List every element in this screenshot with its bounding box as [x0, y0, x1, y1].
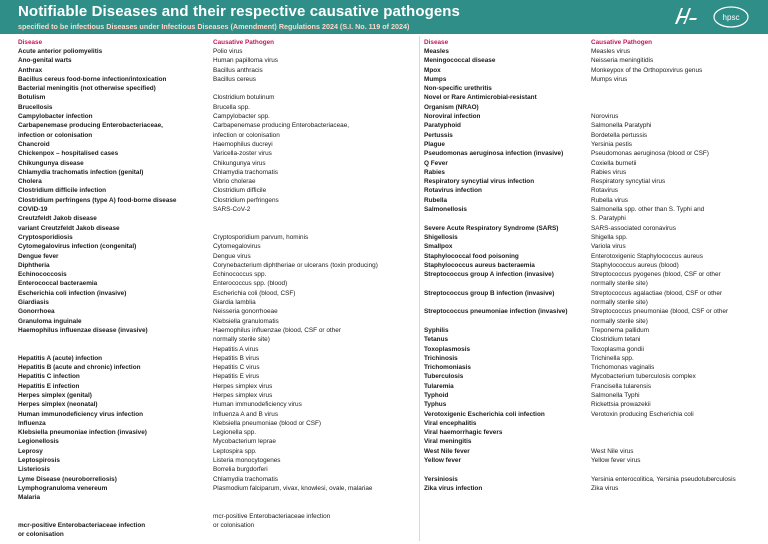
- pathogen-entry: Cytomegalovirus: [213, 243, 261, 251]
- disease-entry: Herpes simplex (genital): [18, 391, 92, 399]
- right-pathogen-heading: Causative Pathogen: [591, 39, 653, 46]
- pathogen-entry: Norovirus: [591, 113, 619, 121]
- pathogen-entry: [213, 84, 418, 93]
- disease-entry: Cholera: [18, 178, 42, 186]
- pathogen-entry: Influenza A and B virus: [213, 410, 279, 418]
- disease-entry: Shigellosis: [424, 233, 458, 241]
- disease-entry: [424, 279, 589, 288]
- disease-entry: Plague: [424, 140, 445, 148]
- pathogen-entry: Chlamydia trachomatis: [213, 168, 278, 176]
- disease-entry: Acute anterior poliomyelitis: [18, 48, 103, 55]
- disease-entry: Lymphogranuloma venereum: [18, 484, 108, 492]
- disease-entry: [424, 317, 589, 326]
- pathogen-entry: Toxoplasma gondii: [591, 345, 644, 353]
- pathogen-entry: Trichinella spp.: [591, 354, 634, 362]
- pathogen-entry: infection or colonisation: [213, 131, 280, 139]
- disease-entry: Listeriosis: [18, 466, 50, 474]
- disease-entry: Legionellosis: [18, 438, 59, 446]
- pathogen-entry: Mycobacterium tuberculosis complex: [591, 373, 696, 381]
- pathogen-entry: Yellow fever virus: [591, 457, 641, 465]
- pathogen-entry: [591, 428, 763, 437]
- disease-entry: Respiratory syncytial virus infection: [424, 178, 535, 186]
- disease-entry: Brucellosis: [18, 103, 53, 111]
- pathogen-entry: Clostridium tetani: [591, 336, 641, 344]
- disease-entry: Haemophilus influenzae disease (invasive): [18, 326, 148, 334]
- disease-entry: [424, 214, 589, 223]
- disease-entry: Non-specific urethritis: [424, 85, 492, 93]
- pathogen-entry: Salmonella Typhi: [591, 391, 640, 399]
- disease-entry: Rotavirus infection: [424, 187, 482, 195]
- pathogen-entry: Varicella-zoster virus: [213, 150, 272, 158]
- disease-entry: Leprosy: [18, 447, 43, 455]
- pathogen-entry: Cryptosporidium parvum, hominis: [213, 233, 309, 241]
- disease-entry: Diphtheria: [18, 261, 50, 269]
- pathogen-entry: mcr-positive Enterobacteriaceae infection: [213, 512, 331, 520]
- disease-entry: Zika virus infection: [424, 484, 483, 492]
- disease-entry: Influenza: [18, 419, 46, 427]
- disease-entry: Rabies: [424, 168, 445, 176]
- disease-entry: Mumps: [424, 75, 447, 83]
- disease-entry: infection or colonisation: [18, 131, 93, 139]
- pathogen-entry: Klebsiella granulomatis: [213, 317, 279, 325]
- disease-entry: Clostridium difficile infection: [18, 187, 107, 195]
- pathogen-entry: Dengue virus: [213, 252, 251, 260]
- pathogen-entry: Rabies virus: [591, 168, 627, 176]
- disease-entry: Yellow fever: [424, 457, 461, 465]
- pathogen-entry: Salmonella Paratyphi: [591, 122, 652, 130]
- disease-entry: Human immunodeficiency virus infection: [18, 410, 143, 418]
- disease-entry: Chancroid: [18, 140, 50, 148]
- disease-entry: Noroviral infection: [424, 113, 481, 121]
- right-disease-heading: Disease: [424, 39, 449, 46]
- disease-entry: Yersiniosis: [424, 475, 458, 483]
- pathogen-entry: Herpes simplex virus: [213, 391, 273, 399]
- disease-entry: Hepatitis E infection: [18, 382, 80, 390]
- pathogen-entry: normally sterile site): [213, 336, 270, 344]
- pathogen-entry: Giardia lamblia: [213, 299, 256, 307]
- disease-entry: Campylobacter infection: [18, 113, 93, 121]
- pathogen-entry: Monkeypox of the Orthopoxvirus genus: [591, 66, 703, 74]
- disease-entry: Trichomoniasis: [424, 364, 471, 372]
- pathogen-entry: [591, 84, 763, 93]
- pathogen-entry: [213, 493, 418, 502]
- page-title: Notifiable Diseases and their respective causative pathogens: [18, 3, 460, 20]
- left-pathogen-column: [213, 38, 418, 530]
- pathogen-entry: Brucella spp.: [213, 103, 250, 111]
- pathogen-entry: Variola virus: [591, 243, 626, 251]
- disease-entry: Malaria: [18, 494, 41, 502]
- page-subtitle: specified to be infectious Diseases under Infectious Diseases (Amendment) Regulations 2024 (S.I. No. 119 of 2024): [18, 22, 410, 31]
- disease-entry: [424, 298, 589, 307]
- hse-logo-icon: [672, 6, 698, 26]
- pathogen-entry: Streptococcus pyogenes (blood, CSF or other: [591, 271, 721, 279]
- pathogen-entry: Human immunodeficiency virus: [213, 401, 302, 409]
- disease-entry: Anthrax: [18, 66, 43, 74]
- pathogen-entry: Legionella spp.: [213, 429, 256, 437]
- disease-entry: Giardiasis: [18, 299, 49, 307]
- pathogen-entry: Yersinia enterocolitica, Yersinia pseudotuberculosis: [591, 475, 736, 483]
- disease-entry: Mpox: [424, 66, 441, 74]
- pathogen-entry: [591, 103, 763, 112]
- pathogen-entry: Mycobacterium leprae: [213, 438, 276, 446]
- disease-entry: Streptococcus group A infection (invasive): [424, 271, 554, 279]
- disease-entry: Paratyphoid: [424, 122, 461, 130]
- pathogen-entry: Treponema pallidum: [591, 326, 650, 334]
- disease-entry: Bacterial meningitis (not otherwise specified): [18, 85, 156, 93]
- pathogen-entry: Streptococcus pneumoniae (blood, CSF or other: [591, 308, 729, 316]
- disease-entry: Cytomegalovirus infection (congenital): [18, 243, 137, 251]
- disease-entry: Hepatitis A (acute) infection: [18, 354, 103, 362]
- pathogen-entry: or colonisation: [213, 522, 255, 530]
- disease-entry: Chickenpox – hospitalised cases: [18, 150, 119, 158]
- disease-entry: Verotoxigenic Escherichia coli infection: [424, 410, 545, 418]
- disease-entry: Organism (NRAO): [424, 103, 479, 111]
- disease-entry: Klebsiella pneumoniae infection (invasive): [18, 429, 147, 437]
- pathogen-entry: Campylobacter spp.: [213, 113, 270, 121]
- pathogen-entry: Neisseria meningitidis: [591, 57, 654, 65]
- pathogen-entry: Clostridium difficile: [213, 187, 267, 195]
- pathogen-entry: normally sterile site): [591, 317, 648, 325]
- pathogen-entry: Zika virus: [591, 484, 619, 492]
- disease-entry: Syphilis: [424, 326, 449, 334]
- pathogen-entry: Human papilloma virus: [213, 57, 278, 65]
- pathogen-entry: Plasmodium falciparum, vivax, knowlesi, ovale, malariae: [213, 484, 373, 492]
- pathogen-entry: Neisseria gonorrhoeae: [213, 308, 278, 316]
- pathogen-entry: Pseudomonas aeruginosa (blood or CSF): [591, 150, 709, 158]
- pathogen-entry: Yersinia pestis: [591, 140, 632, 148]
- disease-entry: Staphylococcal food poisoning: [424, 252, 519, 260]
- left-disease-heading: Disease: [18, 39, 43, 46]
- pathogen-entry: [213, 224, 418, 233]
- pathogen-entry: Leptospira spp.: [213, 447, 257, 455]
- disease-entry: or colonisation: [18, 531, 64, 539]
- pathogen-entry: Klebsiella pneumoniae (blood or CSF): [213, 419, 321, 427]
- pathogen-entry: Hepatitis C virus: [213, 364, 260, 372]
- disease-entry: Leptospirosis: [18, 457, 60, 465]
- disease-entry: Typhus: [424, 401, 447, 409]
- disease-entry: Q Fever: [424, 159, 448, 167]
- pathogen-entry: [591, 419, 763, 428]
- disease-entry: Viral meningitis: [424, 438, 472, 446]
- pathogen-entry: Measles virus: [591, 48, 631, 55]
- pathogen-entry: Bordetella pertussis: [591, 131, 648, 139]
- disease-entry: Creutzfeldt Jakob disease: [18, 215, 97, 223]
- disease-entry: Escherichia coli infection (invasive): [18, 289, 127, 297]
- disease-entry: Botulism: [18, 94, 46, 102]
- pathogen-entry: Mumps virus: [591, 75, 628, 83]
- disease-entry: mcr-positive Enterobacteriaceae infection: [18, 522, 146, 530]
- pathogen-entry: Rickettsia prowazekii: [591, 401, 651, 409]
- pathogen-entry: SARS-associated coronavirus: [591, 224, 676, 232]
- pathogen-entry: [591, 437, 763, 446]
- left-pathogen-heading: Causative Pathogen: [213, 39, 275, 46]
- disease-entry: Dengue fever: [18, 252, 59, 260]
- pathogen-entry: West Nile virus: [591, 447, 634, 455]
- disease-entry: Hepatitis C infection: [18, 373, 80, 381]
- disease-entry: Chlamydia trachomatis infection (genital): [18, 168, 144, 176]
- disease-entry: Severe Acute Respiratory Syndrome (SARS): [424, 224, 559, 232]
- pathogen-entry: Chikungunya virus: [213, 159, 266, 167]
- pathogen-entry: Corynebacterium diphtheriae or ulcerans (toxin producing): [213, 261, 378, 269]
- pathogen-entry: Herpes simplex virus: [213, 382, 273, 390]
- pathogen-entry: Escherichia coli (blood, CSF): [213, 289, 296, 297]
- pathogen-entry: Polio virus: [213, 48, 243, 55]
- disease-entry: Carbapenemase producing Enterobacteriaceae,: [18, 122, 163, 130]
- disease-entry: Ano-genital warts: [18, 57, 72, 65]
- disease-entry: Salmonellosis: [424, 206, 467, 214]
- disease-entry: Staphylococcus aureus bacteraemia: [424, 261, 535, 269]
- pathogen-entry: Shigella spp.: [591, 233, 628, 241]
- right-disease-column: [424, 38, 589, 493]
- pathogen-entry: Trichomonas vaginalis: [591, 364, 655, 372]
- hpsc-logo-text: hpsc: [722, 13, 740, 22]
- disease-entry: [424, 465, 589, 474]
- column-divider: [419, 36, 420, 541]
- pathogen-entry: normally sterile site): [591, 280, 648, 288]
- disease-entry: Hepatitis B (acute and chronic) infection: [18, 364, 141, 372]
- disease-entry: Tularemia: [424, 382, 454, 390]
- pathogen-entry: Respiratory syncytial virus: [591, 178, 666, 186]
- disease-entry: Bacillus cereus food-borne infection/intoxication: [18, 75, 167, 83]
- disease-entry: Streptococcus group B infection (invasive): [424, 289, 555, 297]
- pathogen-entry: [213, 503, 418, 512]
- left-disease-column: [18, 38, 213, 540]
- pathogen-entry: Staphylococcus aureus (blood): [591, 261, 679, 269]
- pathogen-entry: [591, 93, 763, 102]
- disease-entry: [18, 512, 213, 521]
- disease-entry: Streptococcus pneumoniae infection (invasive): [424, 308, 568, 316]
- disease-entry: Smallpox: [424, 243, 453, 251]
- pathogen-entry: Haemophilus influenzae (blood, CSF or other: [213, 326, 341, 334]
- disease-entry: [18, 503, 213, 512]
- disease-entry: Chikungunya disease: [18, 159, 84, 167]
- pathogen-entry: Carbapenemase producing Enterobacteriaceae,: [213, 122, 350, 130]
- pathogen-entry: Salmonella spp. other than S. Typhi and: [591, 206, 705, 214]
- disease-entry: Tetanus: [424, 336, 449, 344]
- pathogen-entry: Bacillus anthracis: [213, 66, 263, 74]
- pathogen-entry: S. Paratyphi: [591, 215, 626, 223]
- disease-entry: Viral encephalitis: [424, 419, 477, 427]
- pathogen-entry: Clostridium botulinum: [213, 94, 275, 102]
- pathogen-entry: Haemophilus ducreyi: [213, 140, 273, 148]
- disease-entry: [18, 345, 213, 354]
- pathogen-entry: Enterotoxigenic Staphylococcus aureus: [591, 252, 703, 260]
- disease-entry: Toxoplasmosis: [424, 345, 471, 353]
- pathogen-entry: Streptococcus agalactiae (blood, CSF or other: [591, 289, 723, 297]
- pathogen-entry: Vibrio cholerae: [213, 178, 256, 186]
- disease-entry: Typhoid: [424, 391, 449, 399]
- disease-entry: Novel or Rare Antimicrobial-resistant: [424, 94, 537, 102]
- disease-entry: Meningococcal disease: [424, 57, 496, 65]
- pathogen-entry: Chlamydia trachomatis: [213, 475, 278, 483]
- pathogen-entry: Hepatitis A virus: [213, 345, 259, 353]
- pathogen-entry: Hepatitis B virus: [213, 354, 260, 362]
- disease-entry: Enterococcal bacteraemia: [18, 280, 98, 288]
- disease-entry: Lyme Disease (neuroborreliosis): [18, 475, 117, 483]
- pathogen-entry: Hepatitis E virus: [213, 373, 260, 381]
- pathogen-entry: SARS-CoV-2: [213, 206, 251, 214]
- right-pathogen-column: [591, 38, 763, 493]
- pathogen-entry: [213, 214, 418, 223]
- pathogen-entry: Enterococcus spp. (blood): [213, 280, 288, 288]
- disease-entry: Herpes simplex (neonatal): [18, 401, 98, 409]
- disease-entry: Viral haemorrhagic fevers: [424, 429, 503, 437]
- disease-entry: Trichinosis: [424, 354, 458, 362]
- pathogen-entry: Verotoxin producing Escherichia coli: [591, 410, 694, 418]
- pathogen-entry: Echinococcus spp.: [213, 271, 267, 279]
- disease-entry: Echinococcosis: [18, 271, 67, 279]
- disease-entry: [18, 335, 213, 344]
- disease-entry: Gonorrhoea: [18, 308, 55, 316]
- disease-entry: variant Creutzfeldt Jakob disease: [18, 224, 120, 232]
- pathogen-entry: Borrelia burgdorferi: [213, 466, 268, 474]
- hpsc-logo-icon: [712, 6, 750, 28]
- header-band: [0, 0, 768, 34]
- pathogen-entry: Rotavirus: [591, 187, 618, 195]
- disease-entry: Pertussis: [424, 131, 453, 139]
- pathogen-entry: [591, 465, 763, 474]
- pathogen-entry: Clostridium perfringens: [213, 196, 279, 204]
- disease-entry: Clostridium perfringens (type A) food-borne disease: [18, 196, 177, 204]
- disease-entry: Cryptosporidiosis: [18, 233, 73, 241]
- disease-entry: COVID-19: [18, 206, 48, 214]
- pathogen-entry: normally sterile site): [591, 299, 648, 307]
- disease-entry: Measles: [424, 48, 449, 55]
- disease-entry: Pseudomonas aeruginosa infection (invasive): [424, 150, 564, 158]
- disease-entry: Granuloma inguinale: [18, 317, 82, 325]
- pathogen-entry: Listeria monocytogenes: [213, 457, 281, 465]
- pathogen-entry: Francisella tularensis: [591, 382, 652, 390]
- disease-entry: Tuberculosis: [424, 373, 464, 381]
- pathogen-entry: Coxiella burnetii: [591, 159, 637, 167]
- pathogen-entry: Bacillus cereus: [213, 75, 256, 83]
- disease-entry: West Nile fever: [424, 447, 470, 455]
- pathogen-entry: Rubella virus: [591, 196, 628, 204]
- disease-entry: Rubella: [424, 196, 448, 204]
